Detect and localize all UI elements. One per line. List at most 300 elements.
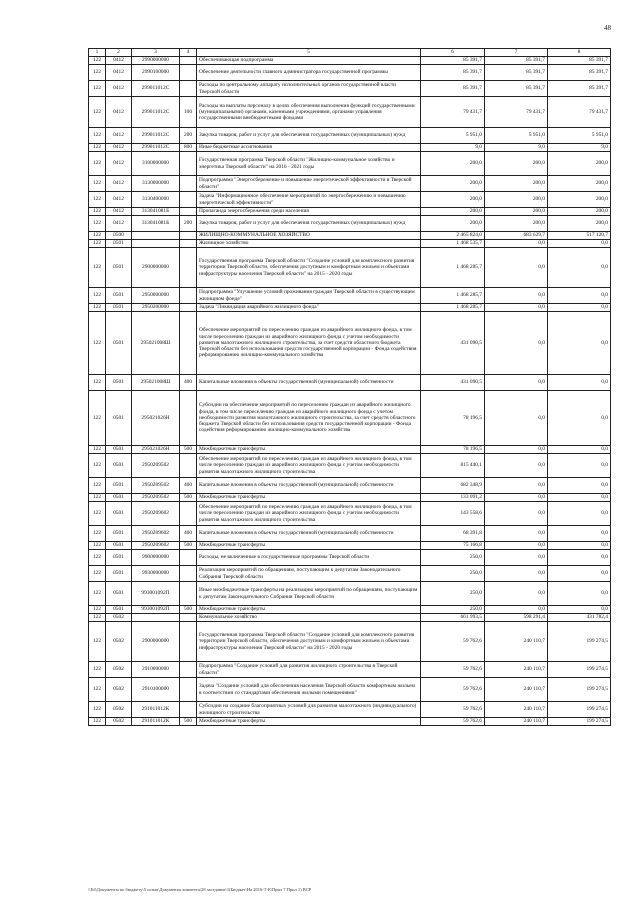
cell-v2016: 661 993,5 bbox=[421, 614, 485, 622]
cell-rzpr: 0500 bbox=[106, 232, 132, 240]
cell-v2016: 815 440,1 bbox=[421, 454, 485, 478]
cell-v2017: 79 431,7 bbox=[485, 97, 548, 128]
cell-ved: 122 bbox=[89, 446, 106, 454]
cell-v2017: 240 110,7 bbox=[485, 622, 548, 662]
cell-v2016: 59 762,6 bbox=[421, 718, 485, 726]
cell-ved: 122 bbox=[89, 312, 106, 375]
cell-v2016: 5 951,0 bbox=[421, 128, 485, 144]
cell-v2016: 59 762,6 bbox=[421, 662, 485, 678]
cell-csr: 2910100000 bbox=[132, 678, 180, 702]
cell-ved: 122 bbox=[89, 702, 106, 718]
cell-csr: 291011012К bbox=[132, 702, 180, 718]
cell-name: ЖИЛИЩНО-КОММУНАЛЬНОЕ ХОЗЯЙСТВО bbox=[197, 232, 421, 240]
cell-name: Расходы, не включенные в государственные программы Тверской области bbox=[197, 550, 421, 566]
table-row bbox=[89, 144, 611, 152]
cell-ved: 122 bbox=[89, 526, 106, 542]
cell-rzpr: 0502 bbox=[106, 622, 132, 662]
cell-rzpr: 0501 bbox=[106, 288, 132, 304]
table-row bbox=[89, 542, 611, 550]
cell-name: Задача "Информационное обеспечение мероприятий по энергосбережению и повышению энергетической эффективности" bbox=[197, 192, 421, 208]
cell-name: Закупка товаров, работ и услуг для обеспечения государственных (муниципальных) нужд bbox=[197, 216, 421, 232]
cell-v2016: 431 090,5 bbox=[421, 312, 485, 375]
cell-csr: 3130400000 bbox=[132, 192, 180, 208]
cell-rzpr: 0412 bbox=[106, 192, 132, 208]
cell-csr: 2950000000 bbox=[132, 288, 180, 304]
cell-ved: 122 bbox=[89, 662, 106, 678]
cell-rzpr: 0502 bbox=[106, 718, 132, 726]
cell-rzpr: 0502 bbox=[106, 614, 132, 622]
cell-rzpr: 0412 bbox=[106, 81, 132, 97]
cell-csr: 2950209602 bbox=[132, 502, 180, 526]
cell-v2018: 0,0 bbox=[548, 478, 611, 494]
cell-ved: 122 bbox=[89, 144, 106, 152]
cell-v2016: 9,0 bbox=[421, 144, 485, 152]
cell-v2016: 1 468 285,7 bbox=[421, 288, 485, 304]
cell-name: Государственная программа Тверской области "Создание условий для комплексного развития территории Тверской области, обеспечения доступным и комфортным жильем и объектами инфраструктуры населения Тверской области" на 2015 - 2020 годы bbox=[197, 622, 421, 662]
header-cell: 3 bbox=[132, 49, 180, 57]
cell-csr: 2900000000 bbox=[132, 248, 180, 288]
cell-v2016: 1 468 285,7 bbox=[421, 304, 485, 312]
header-cell: 8 bbox=[548, 49, 611, 57]
cell-csr: 2900000000 bbox=[132, 622, 180, 662]
cell-csr: 2910000000 bbox=[132, 662, 180, 678]
cell-v2017: 200,0 bbox=[485, 216, 548, 232]
cell-v2017: 240 110,7 bbox=[485, 662, 548, 678]
cell-name: Обеспечение мероприятий по переселению граждан из аварийного жилищного фонда, в том числе переселению граждан из аварийного жилищного фонда с учетом необходимости развития малоэтажного жилищного строительства, за счет средств областного бюджета Тверской области без использования средств государственной корпорации - Фонда содействия реформированию жилищно-коммунального хозяйства bbox=[197, 312, 421, 375]
cell-ved: 122 bbox=[89, 375, 106, 391]
cell-rzpr: 0501 bbox=[106, 494, 132, 502]
cell-v2017: 0,0 bbox=[485, 248, 548, 288]
cell-v2018: 199 274,5 bbox=[548, 702, 611, 718]
table-row bbox=[89, 606, 611, 614]
cell-ved: 122 bbox=[89, 542, 106, 550]
cell-ved: 122 bbox=[89, 304, 106, 312]
cell-ved: 122 bbox=[89, 97, 106, 128]
cell-name: Иные бюджетные ассигнования bbox=[197, 144, 421, 152]
cell-name: Жилищное хозяйство bbox=[197, 240, 421, 248]
cell-vr bbox=[180, 550, 197, 566]
cell-vr bbox=[180, 454, 197, 478]
cell-vr bbox=[180, 176, 197, 192]
cell-v2018: 0,0 bbox=[548, 288, 611, 304]
table-row bbox=[89, 57, 611, 65]
cell-v2018: 200,0 bbox=[548, 176, 611, 192]
cell-rzpr: 0501 bbox=[106, 375, 132, 391]
cell-rzpr: 0502 bbox=[106, 662, 132, 678]
cell-v2016: 59 762,6 bbox=[421, 678, 485, 702]
budget-table bbox=[88, 48, 611, 726]
cell-v2018: 517 120,7 bbox=[548, 232, 611, 240]
cell-rzpr: 0501 bbox=[106, 248, 132, 288]
cell-rzpr: 0412 bbox=[106, 144, 132, 152]
cell-v2016: 431 090,5 bbox=[421, 375, 485, 391]
cell-v2018: 0,0 bbox=[548, 446, 611, 454]
cell-v2017: 0,0 bbox=[485, 312, 548, 375]
cell-v2017: 85 391,7 bbox=[485, 57, 548, 65]
cell-name: Межбюджетные трансферты bbox=[197, 718, 421, 726]
cell-v2017: 0,0 bbox=[485, 566, 548, 582]
cell-csr: 3130000000 bbox=[132, 176, 180, 192]
cell-vr bbox=[180, 582, 197, 606]
cell-rzpr: 0412 bbox=[106, 152, 132, 176]
cell-vr bbox=[180, 678, 197, 702]
cell-v2018: 85 391,7 bbox=[548, 81, 611, 97]
cell-csr: 993001092П bbox=[132, 606, 180, 614]
cell-v2017: 0,0 bbox=[485, 542, 548, 550]
cell-vr bbox=[180, 152, 197, 176]
cell-rzpr: 0412 bbox=[106, 128, 132, 144]
cell-name: Подпрограмма "Энергосбережение и повышение энергетической эффективности в Тверской области" bbox=[197, 176, 421, 192]
cell-vr bbox=[180, 702, 197, 718]
cell-vr bbox=[180, 240, 197, 248]
cell-v2017: 0,0 bbox=[485, 502, 548, 526]
header-cell: 5 bbox=[197, 49, 421, 57]
cell-rzpr: 0502 bbox=[106, 702, 132, 718]
cell-name: Коммунальное хозяйство bbox=[197, 614, 421, 622]
cell-csr: 2950209502 bbox=[132, 454, 180, 478]
cell-name: Обеспечивающая подпрограмма bbox=[197, 57, 421, 65]
cell-v2018: 200,0 bbox=[548, 192, 611, 208]
cell-v2017: 0,0 bbox=[485, 550, 548, 566]
cell-name: Подпрограмма "Улучшение условий проживания граждан Тверской области в существующем жилищном фонде" bbox=[197, 288, 421, 304]
cell-v2018: 200,0 bbox=[548, 208, 611, 216]
cell-v2016: 85 391,7 bbox=[421, 65, 485, 81]
cell-vr bbox=[180, 502, 197, 526]
cell-csr: 2950209602 bbox=[132, 542, 180, 550]
cell-v2016: 250,0 bbox=[421, 606, 485, 614]
table-row bbox=[89, 622, 611, 662]
cell-v2016: 78 196,5 bbox=[421, 391, 485, 446]
cell-v2018: 79 431,7 bbox=[548, 97, 611, 128]
footer-file-path: \\Ed\Документы по бюджету\5 созыв\Документы комитета\28 заседание\1(Бюджет\На 2016-Т-Е\Прил 7 Прил 1) ВСР bbox=[88, 887, 312, 892]
cell-vr: 400 bbox=[180, 478, 197, 494]
table-row bbox=[89, 478, 611, 494]
cell-v2016: 250,0 bbox=[421, 566, 485, 582]
cell-rzpr: 0501 bbox=[106, 550, 132, 566]
cell-rzpr: 0412 bbox=[106, 57, 132, 65]
cell-v2017: 0,0 bbox=[485, 446, 548, 454]
cell-v2018: 0,0 bbox=[548, 240, 611, 248]
table-body bbox=[89, 57, 611, 726]
cell-vr bbox=[180, 312, 197, 375]
cell-vr bbox=[180, 288, 197, 304]
cell-ved: 122 bbox=[89, 566, 106, 582]
cell-csr: 9930000000 bbox=[132, 566, 180, 582]
cell-ved: 122 bbox=[89, 248, 106, 288]
cell-name: Закупка товаров, работ и услуг для обеспечения государственных (муниципальных) нужд bbox=[197, 128, 421, 144]
cell-name: Субсидии на создание благоприятных условий для развития малоэтажного (индивидуального) жилищного строительства bbox=[197, 702, 421, 718]
table-row bbox=[89, 232, 611, 240]
cell-name: Обеспечение мероприятий по переселению граждан из аварийного жилищного фонда, в том числе переселению граждан из аварийного жилищного фонда с учетом необходимости развития малоэтажного жилищного строительства bbox=[197, 454, 421, 478]
cell-rzpr: 0501 bbox=[106, 606, 132, 614]
cell-v2017: 683 629,7 bbox=[485, 232, 548, 240]
cell-name: Реализация мероприятий по обращениям, поступающим к депутатам Законодательного Собрания Тверской области bbox=[197, 566, 421, 582]
cell-csr: 2950209502 bbox=[132, 494, 180, 502]
cell-ved: 122 bbox=[89, 582, 106, 606]
cell-v2017: 200,0 bbox=[485, 192, 548, 208]
table-row bbox=[89, 248, 611, 288]
table-row bbox=[89, 662, 611, 678]
cell-v2018: 0,0 bbox=[548, 391, 611, 446]
cell-ved: 122 bbox=[89, 606, 106, 614]
cell-rzpr: 0501 bbox=[106, 478, 132, 494]
cell-v2016: 200,0 bbox=[421, 176, 485, 192]
cell-vr bbox=[180, 662, 197, 678]
table-row bbox=[89, 566, 611, 582]
table-row bbox=[89, 502, 611, 526]
header-cell: 4 bbox=[180, 49, 197, 57]
cell-csr: 2990100000 bbox=[132, 65, 180, 81]
table-row bbox=[89, 216, 611, 232]
cell-rzpr: 0412 bbox=[106, 216, 132, 232]
cell-vr: 200 bbox=[180, 128, 197, 144]
cell-v2016: 2 465 824,0 bbox=[421, 232, 485, 240]
cell-v2018: 9,0 bbox=[548, 144, 611, 152]
cell-v2018: 0,0 bbox=[548, 454, 611, 478]
cell-csr: 993001092П bbox=[132, 582, 180, 606]
cell-ved: 122 bbox=[89, 614, 106, 622]
cell-v2018: 200,0 bbox=[548, 216, 611, 232]
cell-v2017: 0,0 bbox=[485, 494, 548, 502]
cell-csr bbox=[132, 240, 180, 248]
cell-v2016: 250,0 bbox=[421, 550, 485, 566]
cell-name: Межбюджетные трансферты bbox=[197, 446, 421, 454]
cell-v2017: 0,0 bbox=[485, 606, 548, 614]
table-row bbox=[89, 526, 611, 542]
table-row bbox=[89, 702, 611, 718]
cell-v2018: 0,0 bbox=[548, 375, 611, 391]
table-row bbox=[89, 65, 611, 81]
table-row bbox=[89, 81, 611, 97]
cell-vr bbox=[180, 208, 197, 216]
cell-v2016: 250,0 bbox=[421, 582, 485, 606]
cell-csr bbox=[132, 232, 180, 240]
cell-vr bbox=[180, 57, 197, 65]
cell-vr: 100 bbox=[180, 97, 197, 128]
cell-csr: 299011012С bbox=[132, 81, 180, 97]
cell-ved: 122 bbox=[89, 128, 106, 144]
table-row bbox=[89, 176, 611, 192]
cell-v2017: 0,0 bbox=[485, 375, 548, 391]
cell-v2017: 0,0 bbox=[485, 526, 548, 542]
cell-vr: 500 bbox=[180, 606, 197, 614]
cell-v2018: 199 274,5 bbox=[548, 718, 611, 726]
cell-vr bbox=[180, 614, 197, 622]
table-row bbox=[89, 152, 611, 176]
cell-name: Государственная программа Тверской области "Создание условий для комплексного развития территории Тверской области, обеспечения доступным и комфортным жильем и объектами инфраструктуры населения Тверской области" на 2015 - 2020 годы bbox=[197, 248, 421, 288]
cell-v2017: 200,0 bbox=[485, 152, 548, 176]
cell-v2016: 75 166,8 bbox=[421, 542, 485, 550]
cell-name: Межбюджетные трансферты bbox=[197, 606, 421, 614]
cell-name: Государственная программа Тверской области "Жилищно-коммунальное хозяйство и энергетика Тверской области" на 2016 - 2021 годы bbox=[197, 152, 421, 176]
cell-vr: 400 bbox=[180, 375, 197, 391]
cell-name: Обеспечение мероприятий по переселению граждан из аварийного жилищного фонда, в том числе переселению граждан из аварийного жилищного фонда с учетом необходимости развития малоэтажного жилищного строительства bbox=[197, 502, 421, 526]
cell-v2017: 0,0 bbox=[485, 288, 548, 304]
cell-ved: 122 bbox=[89, 454, 106, 478]
cell-v2017: 0,0 bbox=[485, 391, 548, 446]
cell-ved: 122 bbox=[89, 65, 106, 81]
cell-v2018: 199 274,5 bbox=[548, 622, 611, 662]
cell-name: Задача "Создание условий для обеспечения населения Тверской области комфортным жильем в соответствии со стандартами обеспечения жилыми помещениями" bbox=[197, 678, 421, 702]
table-row bbox=[89, 550, 611, 566]
cell-ved: 122 bbox=[89, 192, 106, 208]
table-row bbox=[89, 582, 611, 606]
cell-vr: 400 bbox=[180, 526, 197, 542]
table-row bbox=[89, 391, 611, 446]
cell-v2017: 5 951,0 bbox=[485, 128, 548, 144]
cell-rzpr: 0501 bbox=[106, 240, 132, 248]
cell-rzpr: 0501 bbox=[106, 304, 132, 312]
cell-v2017: 240 110,7 bbox=[485, 718, 548, 726]
cell-v2017: 200,0 bbox=[485, 208, 548, 216]
cell-rzpr: 0501 bbox=[106, 391, 132, 446]
cell-rzpr: 0501 bbox=[106, 312, 132, 375]
cell-vr bbox=[180, 248, 197, 288]
cell-name: Подпрограмма "Создание условий для развития жилищного строительства в Тверской области" bbox=[197, 662, 421, 678]
cell-name: Расходы по центральному аппарату исполнительных органов государственной власти Тверской области bbox=[197, 81, 421, 97]
cell-v2016: 79 431,7 bbox=[421, 97, 485, 128]
cell-name: Расходы на выплаты персоналу в целях обеспечения выполнения функций государственными (муниципальными) органами, казенными учреждениями, органами управления государственными внебюджетными фондами bbox=[197, 97, 421, 128]
cell-v2018: 0,0 bbox=[548, 494, 611, 502]
cell-vr bbox=[180, 391, 197, 446]
cell-ved: 122 bbox=[89, 176, 106, 192]
table-row bbox=[89, 240, 611, 248]
table-row bbox=[89, 97, 611, 128]
cell-v2018: 0,0 bbox=[548, 312, 611, 375]
table-row bbox=[89, 304, 611, 312]
cell-csr: 9900000000 bbox=[132, 550, 180, 566]
cell-v2016: 143 558,6 bbox=[421, 502, 485, 526]
cell-vr: 800 bbox=[180, 144, 197, 152]
cell-csr: 313041081Б bbox=[132, 216, 180, 232]
cell-v2018: 199 274,5 bbox=[548, 662, 611, 678]
cell-v2017: 240 110,7 bbox=[485, 678, 548, 702]
cell-ved: 122 bbox=[89, 288, 106, 304]
cell-v2018: 0,0 bbox=[548, 502, 611, 526]
cell-vr: 500 bbox=[180, 542, 197, 550]
cell-csr: 299011012С bbox=[132, 144, 180, 152]
cell-v2018: 5 951,0 bbox=[548, 128, 611, 144]
cell-vr bbox=[180, 304, 197, 312]
cell-v2016: 85 391,7 bbox=[421, 81, 485, 97]
cell-csr: 295021026Н bbox=[132, 391, 180, 446]
cell-v2017: 0,0 bbox=[485, 582, 548, 606]
table-row bbox=[89, 494, 611, 502]
cell-csr: 2950209502 bbox=[132, 478, 180, 494]
cell-name: Капитальные вложения в объекты государственной (муниципальной) собственности bbox=[197, 375, 421, 391]
table-row bbox=[89, 446, 611, 454]
cell-vr bbox=[180, 566, 197, 582]
cell-v2018: 199 274,5 bbox=[548, 678, 611, 702]
cell-v2016: 85 391,7 bbox=[421, 57, 485, 65]
cell-v2016: 682 348,9 bbox=[421, 478, 485, 494]
cell-ved: 122 bbox=[89, 208, 106, 216]
cell-v2018: 0,0 bbox=[548, 248, 611, 288]
table-row bbox=[89, 288, 611, 304]
cell-csr bbox=[132, 614, 180, 622]
cell-v2018: 0,0 bbox=[548, 582, 611, 606]
header-row bbox=[89, 49, 611, 57]
cell-rzpr: 0412 bbox=[106, 208, 132, 216]
cell-csr: 295021008Ш bbox=[132, 312, 180, 375]
cell-rzpr: 0501 bbox=[106, 454, 132, 478]
cell-v2017: 200,0 bbox=[485, 176, 548, 192]
cell-rzpr: 0501 bbox=[106, 566, 132, 582]
header-cell: 7 bbox=[485, 49, 548, 57]
cell-rzpr: 0501 bbox=[106, 446, 132, 454]
page-number: 48 bbox=[604, 24, 611, 32]
cell-ved: 122 bbox=[89, 550, 106, 566]
cell-v2017: 0,0 bbox=[485, 478, 548, 494]
table-row bbox=[89, 312, 611, 375]
cell-v2017: 0,0 bbox=[485, 454, 548, 478]
cell-ved: 122 bbox=[89, 152, 106, 176]
cell-ved: 122 bbox=[89, 502, 106, 526]
cell-csr: 299011012С bbox=[132, 97, 180, 128]
cell-csr: 291011012К bbox=[132, 718, 180, 726]
cell-v2018: 0,0 bbox=[548, 550, 611, 566]
table-row bbox=[89, 614, 611, 622]
cell-name: Пропаганда энергосбережения среди населения bbox=[197, 208, 421, 216]
cell-name: Межбюджетные трансферты bbox=[197, 542, 421, 550]
cell-name: Капитальные вложения в объекты государственной (муниципальной) собственности bbox=[197, 478, 421, 494]
cell-rzpr: 0501 bbox=[106, 502, 132, 526]
cell-ved: 122 bbox=[89, 718, 106, 726]
cell-csr: 299011012С bbox=[132, 128, 180, 144]
cell-v2018: 431 782,4 bbox=[548, 614, 611, 622]
cell-v2018: 200,0 bbox=[548, 152, 611, 176]
table-row bbox=[89, 454, 611, 478]
header-cell: 6 bbox=[421, 49, 485, 57]
cell-vr bbox=[180, 232, 197, 240]
cell-csr: 295021026Н bbox=[132, 446, 180, 454]
cell-v2018: 85 391,7 bbox=[548, 65, 611, 81]
cell-csr: 2950209602 bbox=[132, 526, 180, 542]
cell-rzpr: 0501 bbox=[106, 582, 132, 606]
cell-rzpr: 0501 bbox=[106, 542, 132, 550]
cell-csr: 2950200000 bbox=[132, 304, 180, 312]
cell-vr bbox=[180, 81, 197, 97]
cell-name: Субсидии на обеспечение мероприятий по переселению граждан из аварийного жилищного фонда, в том числе переселению граждан из аварийного жилищного фонда с учетом необходимости развития малоэтажного жилищного строительства, за счет средств областного бюджета Тверской области без использования средств государственной корпорации - Фонда содействия реформированию жилищно-коммунального хозяйства bbox=[197, 391, 421, 446]
cell-ved: 122 bbox=[89, 494, 106, 502]
cell-ved: 122 bbox=[89, 240, 106, 248]
cell-name: Задача "Ликвидация аварийного жилищного фонда" bbox=[197, 304, 421, 312]
cell-v2018: 0,0 bbox=[548, 526, 611, 542]
cell-csr: 295021008Ш bbox=[132, 375, 180, 391]
cell-v2017: 9,0 bbox=[485, 144, 548, 152]
cell-ved: 122 bbox=[89, 391, 106, 446]
cell-vr bbox=[180, 192, 197, 208]
cell-ved: 122 bbox=[89, 81, 106, 97]
cell-ved: 122 bbox=[89, 622, 106, 662]
cell-v2016: 1 468 535,7 bbox=[421, 240, 485, 248]
cell-v2017: 0,0 bbox=[485, 240, 548, 248]
cell-v2016: 200,0 bbox=[421, 192, 485, 208]
cell-v2016: 78 196,5 bbox=[421, 446, 485, 454]
cell-name: Иные межбюджетные трансферты на реализацию мероприятий по обращениям, поступающим к депутатам Законодательного Собрания Тверской области bbox=[197, 582, 421, 606]
table-row bbox=[89, 375, 611, 391]
cell-vr bbox=[180, 65, 197, 81]
cell-vr: 500 bbox=[180, 718, 197, 726]
cell-v2016: 59 762,6 bbox=[421, 702, 485, 718]
table-row bbox=[89, 128, 611, 144]
table-row bbox=[89, 678, 611, 702]
cell-v2018: 0,0 bbox=[548, 304, 611, 312]
cell-rzpr: 0501 bbox=[106, 526, 132, 542]
cell-v2018: 0,0 bbox=[548, 542, 611, 550]
cell-rzpr: 0502 bbox=[106, 678, 132, 702]
cell-v2017: 240 110,7 bbox=[485, 702, 548, 718]
